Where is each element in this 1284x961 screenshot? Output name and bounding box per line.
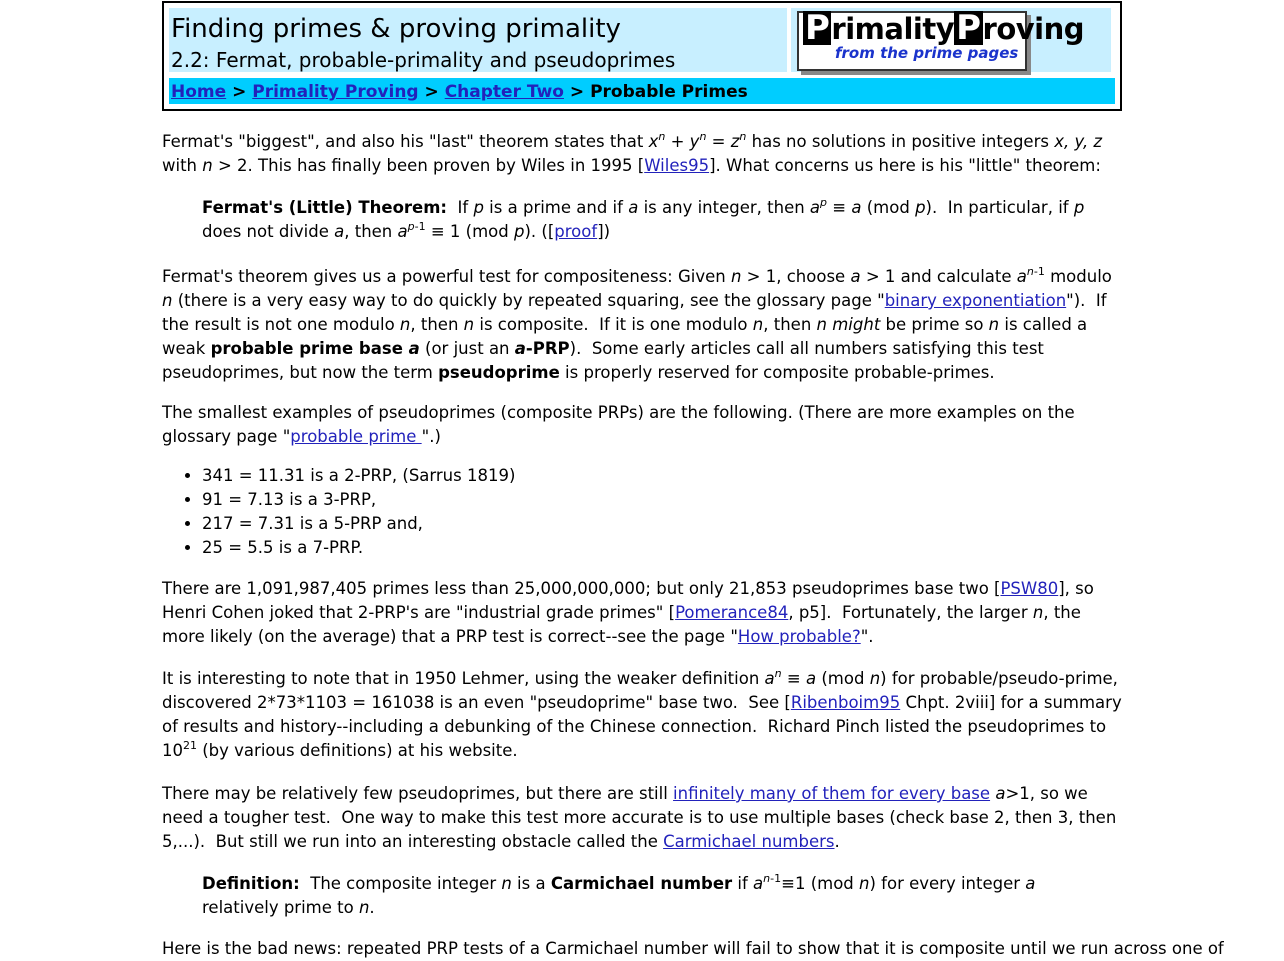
breadcrumb-current: Probable Primes [590,82,748,102]
infinitely-many-link[interactable]: infinitely many of them for every base [673,784,991,803]
wiles95-link[interactable]: Wiles95 [644,156,710,175]
pomerance84-link[interactable]: Pomerance84 [675,603,789,622]
paragraph-smallest-examples: The smallest examples of pseudoprimes (composite PRPs) are the following. (There are more examples on the glossary page "probable prime ".) [162,403,1075,446]
list-item: • 91 = 7.13 is a 3-PRP, [202,488,515,512]
section-title: 2.2: Fermat, probable-primality and pseudoprimes [171,48,676,72]
binary-exponentiation-link[interactable]: binary exponentiation [884,291,1067,310]
how-probable-link[interactable]: How probable? [737,627,861,646]
paragraph-prp-test: Fermat's theorem gives us a powerful test for compositeness: Given n > 1, choose a > 1 and calculate $a^{n-1}$ modulo n (there is a very easy way to do quickly by repeated squaring, see the glossary page "binary exponentiation"). If the result is not one modulo n, then n is composite. If it is one modulo n, then n might be prime so n is called a weak probable prime base a (or just an a-PRP). Some early articles call all numbers satisfying this test pseudoprimes, but now the term pseudoprime is properly reserved for composite probable-primes. [162,264,1112,382]
theorem-fermat-little: Fermat's (Little) Theorem: If p is a prime and if a is any integer, then $a^p \equiv a$ (mod p). In particular, if p does not divide a, then $a^{p-1} \equiv 1$ (mod p). ([proof]) [202,195,1085,241]
carmichael-numbers-link[interactable]: Carmichael numbers [663,832,835,851]
paragraph-bad-news: Here is the bad news: repeated PRP tests of a Carmichael number will fail to show that it is composite until we run across one of [162,939,1224,958]
primality-proving-logo[interactable] [797,8,1085,71]
site-title: Finding primes & proving primality [171,14,621,44]
paragraph-tougher-test: There may be relatively few pseudoprimes, but there are still infinitely many of them for every base a>1, so we need a tougher test. One way to make this test more accurate is to use multiple bases (check base 2, then 3, then 5,...). But still we run into an interesting obstacle called the Carmichael numbers. [162,784,1117,851]
paragraph-prime-counts: There are 1,091,987,405 primes less than 25,000,000,000; but only 21,853 pseudoprimes base two [PSW80], so Henri Cohen joked that 2-PRP's are "industrial grade primes" [Pomerance84, p5]. Fortunately, the larger n, the more likely (on the average) that a PRP test is correct--see the page "How probable?". [162,579,1094,646]
breadcrumb-home-link[interactable]: Home [171,82,227,102]
definition-carmichael: Definition: The composite integer n is a Carmichael number if $a^{n-1}\equiv 1$ (mod n) for every integer a relatively prime to n. [202,871,1036,917]
list-item: • 341 = 11.31 is a 2-PRP, (Sarrus 1819) [202,464,515,488]
header-box [162,1,1122,111]
list-item: • 25 = 5.5 is a 7-PRP. [202,536,515,560]
breadcrumb-primality-proving-link[interactable]: Primality Proving [252,82,419,102]
psw80-link[interactable]: PSW80 [1000,579,1059,598]
breadcrumb-chapter-two-link[interactable]: Chapter Two [444,82,564,102]
list-item: • 217 = 7.31 is a 5-PRP and, [202,512,515,536]
paragraph-lehmer: It is interesting to note that in 1950 Lehmer, using the weaker definition $a^n \equiv a$ (mod n) for probable/pseudo-prime, discovered 2*73*1103 = 161038 is an even "pseudoprime" base two. See [Ribenboim95 Chpt. 2viii] for a summary of results and history--including a debunking of the Chinese connection. Richard Pinch listed the pseudoprimes to $10^{21}$ (by various definitions) at his website. [162,666,1122,760]
breadcrumb: Home > Primality Proving > Chapter Two > Probable Primes [171,82,748,102]
paragraph-fermat-last: Fermat's "biggest", and also his "last" theorem states that $x^n + y^n = z^n$ has no solutions in positive integers x, y, z with n > 2. This has finally been proven by Wiles in 1995 [Wiles95]. What concerns us here is his "little" theorem: [162,129,1103,175]
ribenboim95-link[interactable]: Ribenboim95 [790,693,901,712]
probable-prime-link[interactable]: probable prime [290,427,422,446]
proof-link[interactable]: proof [554,222,598,241]
pseudoprime-list [162,464,515,560]
logo-subtitle: from the prime pages [835,44,1019,62]
logo-title: PrimalityProving [805,8,1085,48]
